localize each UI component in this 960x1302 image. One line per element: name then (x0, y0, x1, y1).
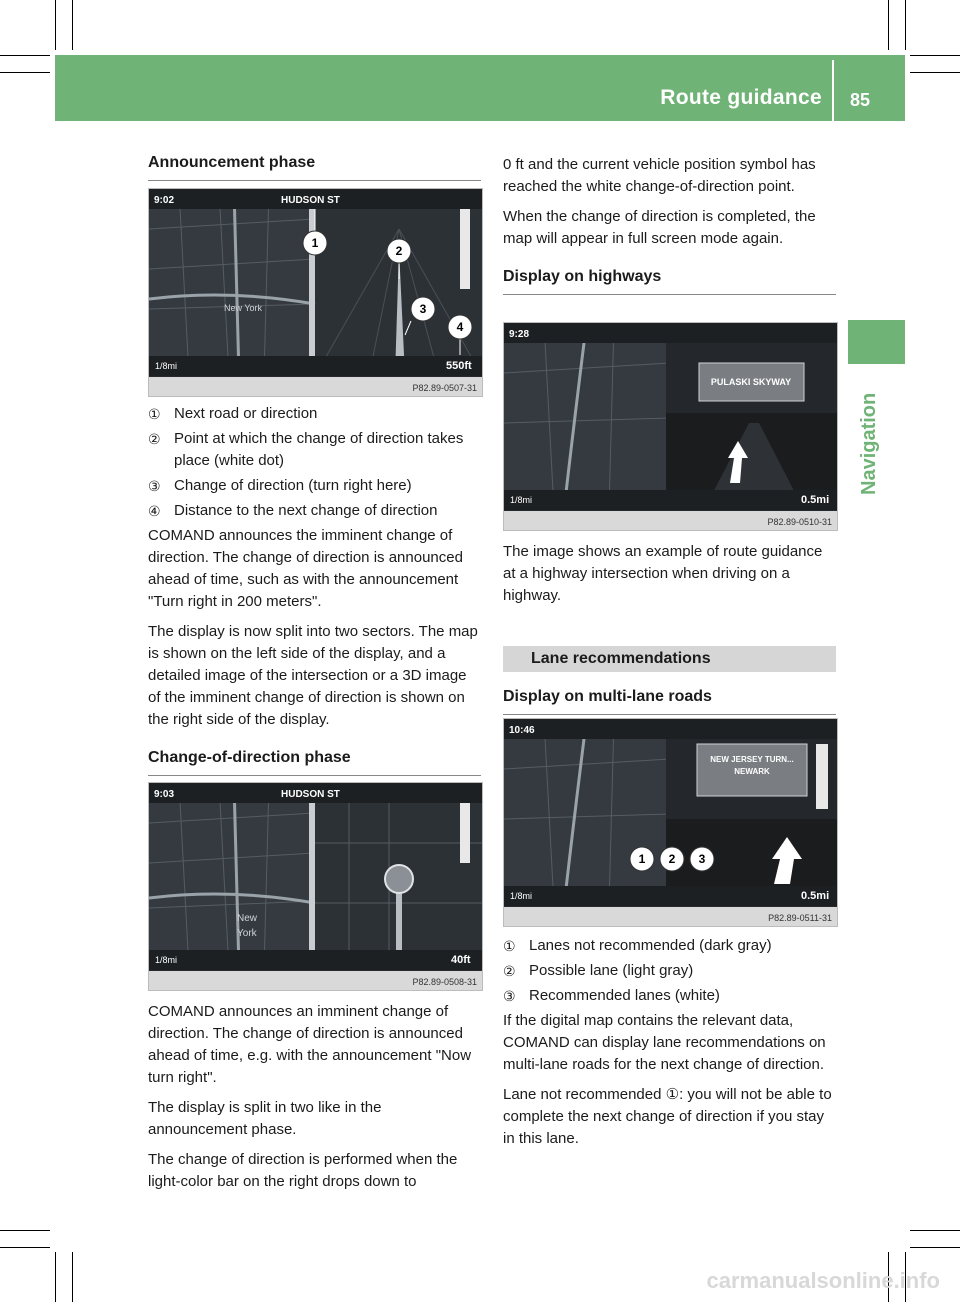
page-number: 85 (850, 90, 871, 110)
svg-text:3: 3 (419, 302, 427, 316)
right-column-bottom (503, 935, 836, 1158)
section-heading: Change-of-direction phase (148, 749, 481, 776)
watermark: carmanualsonline.info (706, 1268, 940, 1293)
nav-screen-illustration (504, 719, 837, 906)
svg-text:4: 4 (456, 320, 464, 334)
map-scale: 1/8mi (510, 891, 533, 901)
callout-1 (630, 847, 654, 871)
distance-readout: 40ft (451, 954, 471, 966)
legend-item: ③ Change of direction (turn right here) (148, 477, 412, 494)
paragraph: Lane not recommended ①: you will not be able to complete the next change of direction if you stay in this lane. (503, 1086, 832, 1147)
crop-mark (0, 72, 50, 73)
figure-id: P82.89-0507-31 (412, 383, 477, 393)
map-scale: 1/8mi (155, 361, 178, 371)
crop-mark (72, 0, 73, 50)
paragraph: 0 ft and the current vehicle position symbol has reached the white change-of-direction point. (503, 156, 816, 195)
highway-sign-line-2: NEWARK (734, 767, 770, 776)
paragraph: COMAND announces an imminent change of direction. The change of direction is announced ahead of time, e.g. with the announcement "Now turn right". (148, 1003, 472, 1086)
distance-readout: 0.5mi (801, 494, 830, 506)
crop-mark (55, 1252, 56, 1302)
right-column-top (503, 154, 836, 295)
crop-mark (910, 1247, 960, 1248)
legend-item: ④ Distance to the next change of direction (148, 502, 438, 519)
paragraph: The image shows an example of route guidance at a highway intersection when driving on a highway. (503, 543, 823, 604)
side-tab (848, 320, 905, 364)
map-scale: 1/8mi (510, 495, 533, 505)
paragraph: COMAND announces the imminent change of direction. The change of direction is announced ahead of time, such as with the announcement "Turn right in 200 meters". (148, 527, 463, 610)
highway-sign: PULASKI SKYWAY (710, 377, 792, 387)
crop-mark (55, 0, 56, 50)
right-column-lane (503, 646, 836, 715)
crop-mark (910, 72, 960, 73)
figure-id: P82.89-0508-31 (412, 977, 477, 987)
figure-change-of-direction (148, 782, 483, 991)
distance-readout: 0.5mi (801, 890, 830, 902)
section-box-heading: Lane recommendations (503, 646, 836, 672)
paragraph: The display is now split into two sectors. The map is shown on the left side of the display, and a detailed image of the intersection or a 3D image of the imminent change of direction is shown on the right side of the display. (148, 623, 478, 728)
callout-2 (660, 847, 684, 871)
street-name: HUDSON ST (281, 195, 340, 206)
map-label: New (237, 913, 258, 924)
street-name: HUDSON ST (281, 789, 340, 800)
svg-text:2: 2 (668, 852, 676, 866)
section-heading: Display on highways (503, 268, 836, 295)
highway-sign-line-1: NEW JERSEY TURN... (710, 755, 794, 764)
figure-id: P82.89-0511-31 (768, 913, 832, 923)
crop-mark (905, 0, 906, 50)
legend-item: ① Lanes not recommended (dark gray) (503, 937, 772, 954)
side-section-label: Navigation (858, 392, 880, 495)
nav-screen-illustration (149, 189, 482, 376)
crop-mark (888, 0, 889, 50)
legend-item: ③ Recommended lanes (white) (503, 987, 720, 1004)
paragraph: If the digital map contains the relevant data, COMAND can display lane recommendations on multi-lane roads for the next change of direction. (503, 1012, 826, 1073)
paragraph: When the change of direction is completed, the map will appear in full screen mode again. (503, 208, 816, 247)
map-label: New York (224, 303, 263, 313)
map-label: York (237, 928, 257, 939)
nav-screen-illustration (504, 323, 837, 510)
crop-mark (0, 1247, 50, 1248)
paragraph: The display is split in two like in the announcement phase. (148, 1099, 382, 1138)
distance-readout: 550ft (446, 360, 472, 372)
page-title: Route guidance (660, 86, 822, 109)
legend-item: ② Point at which the change of direction takes place (white dot) (148, 430, 464, 469)
clock: 10:46 (509, 725, 535, 736)
clock: 9:03 (154, 789, 175, 800)
crop-mark (0, 55, 50, 56)
legend-item: ② Possible lane (light gray) (503, 962, 694, 979)
svg-text:2: 2 (395, 244, 403, 258)
section-heading: Announcement phase (148, 154, 481, 181)
legend-item: ① Next road or direction (148, 405, 318, 422)
right-column-middle (503, 541, 836, 615)
crop-mark (910, 55, 960, 56)
figure-highway-display (503, 322, 838, 531)
crop-mark (72, 1252, 73, 1302)
left-column-top (148, 154, 481, 181)
left-column-body (148, 403, 481, 776)
svg-text:3: 3 (698, 852, 706, 866)
nav-screen-illustration (149, 783, 482, 970)
figure-id: P82.89-0510-31 (767, 517, 832, 527)
clock: 9:02 (154, 195, 175, 206)
crop-mark (910, 1230, 960, 1231)
callout-3 (690, 847, 714, 871)
crop-mark (0, 1230, 50, 1231)
section-heading: Display on multi-lane roads (503, 688, 836, 715)
svg-text:1: 1 (638, 852, 646, 866)
header-divider (832, 60, 834, 121)
map-scale: 1/8mi (155, 955, 178, 965)
clock: 9:28 (509, 329, 530, 340)
paragraph: The change of direction is performed when the light-color bar on the right drops down to (148, 1151, 458, 1190)
left-column-bottom (148, 1001, 481, 1201)
figure-lane-recommendations (503, 718, 838, 927)
svg-text:1: 1 (311, 236, 319, 250)
figure-announcement-phase (148, 188, 483, 397)
